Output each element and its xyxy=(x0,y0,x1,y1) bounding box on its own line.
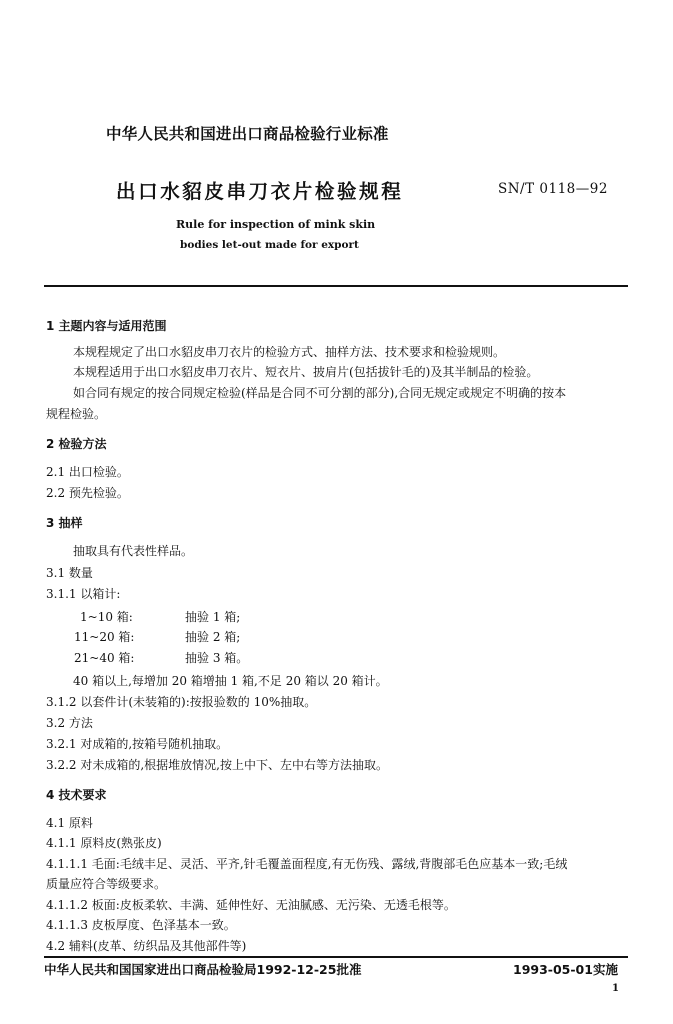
sampling-quantity: 抽验 1 箱; xyxy=(185,610,241,624)
clause-3-1-2: 3.1.2 以套件计(未装箱的):按报验数的 10%抽取。 xyxy=(46,695,317,709)
section-4-heading: 4 技术要求 xyxy=(46,788,107,802)
page-number: 1 xyxy=(612,983,619,994)
sampling-range: 1~10 箱: xyxy=(80,610,133,624)
paragraph-line: 本规程适用于出口水貂皮串刀衣片、短衣片、披肩片(包括拔针毛的)及其半制品的检验。 xyxy=(73,365,539,379)
paragraph-line: 质量应符合等级要求。 xyxy=(46,877,167,891)
english-title-line-2: bodies let-out made for export xyxy=(180,239,359,251)
clause-4-1-1: 4.1.1 原料皮(熟张皮) xyxy=(46,836,162,850)
sampling-quantity: 抽验 2 箱; xyxy=(185,630,241,644)
english-title-line-1: Rule for inspection of mink skin xyxy=(176,218,376,231)
clause-4-1: 4.1 原料 xyxy=(46,816,93,830)
clause-4-1-1-1: 4.1.1.1 毛面:毛绒丰足、灵活、平齐,针毛覆盖面程度,有无伤残、露绒,背腹部毛色应基本一致;毛绒 xyxy=(46,857,568,871)
header-divider xyxy=(44,285,628,287)
clause-4-1-1-3: 4.1.1.3 皮板厚度、色泽基本一致。 xyxy=(46,918,236,932)
clause-2-2: 2.2 预先检验。 xyxy=(46,486,129,500)
paragraph-line: 抽取具有代表性样品。 xyxy=(73,544,194,558)
paragraph-line: 本规程规定了出口水貂皮串刀衣片的检验方式、抽样方法、技术要求和检验规则。 xyxy=(73,345,506,359)
paragraph-line: 如合同有规定的按合同规定检验(样品是合同不可分割的部分),合同无规定或规定不明确的按本 xyxy=(73,386,567,400)
implementation-date: 1993-05-01实施 xyxy=(513,962,618,977)
sampling-range: 11~20 箱: xyxy=(74,630,135,644)
clause-3-2-1: 3.2.1 对成箱的,按箱号随机抽取。 xyxy=(46,737,229,751)
clause-3-1: 3.1 数量 xyxy=(46,566,93,580)
footer-divider xyxy=(44,956,628,958)
clause-2-1: 2.1 出口检验。 xyxy=(46,465,129,479)
clause-3-2: 3.2 方法 xyxy=(46,716,93,730)
clause-4-1-1-2: 4.1.1.2 板面:皮板柔软、丰满、延伸性好、无油腻感、无污染、无透毛根等。 xyxy=(46,898,456,912)
issuing-organization: 中华人民共和国进出口商品检验行业标准 xyxy=(106,125,389,143)
section-3-heading: 3 抽样 xyxy=(46,516,83,530)
clause-4-2: 4.2 辅料(皮革、纺织品及其他部件等) xyxy=(46,939,247,953)
sampling-quantity: 抽验 3 箱。 xyxy=(185,651,249,665)
paragraph-line: 40 箱以上,每增加 20 箱增抽 1 箱,不足 20 箱以 20 箱计。 xyxy=(73,674,388,688)
standard-number: SN/T 0118—92 xyxy=(498,181,608,197)
approval-line: 中华人民共和国国家进出口商品检验局1992-12-25批准 xyxy=(44,962,362,977)
section-2-heading: 2 检验方法 xyxy=(46,437,107,451)
clause-3-1-1: 3.1.1 以箱计: xyxy=(46,587,121,601)
section-1-heading: 1 主题内容与适用范围 xyxy=(46,319,167,333)
paragraph-line: 规程检验。 xyxy=(46,407,107,421)
sampling-range: 21~40 箱: xyxy=(74,651,135,665)
clause-3-2-2: 3.2.2 对未成箱的,根据堆放情况,按上中下、左中右等方法抽取。 xyxy=(46,758,388,772)
document-title: 出口水貂皮串刀衣片检验规程 xyxy=(116,180,404,203)
